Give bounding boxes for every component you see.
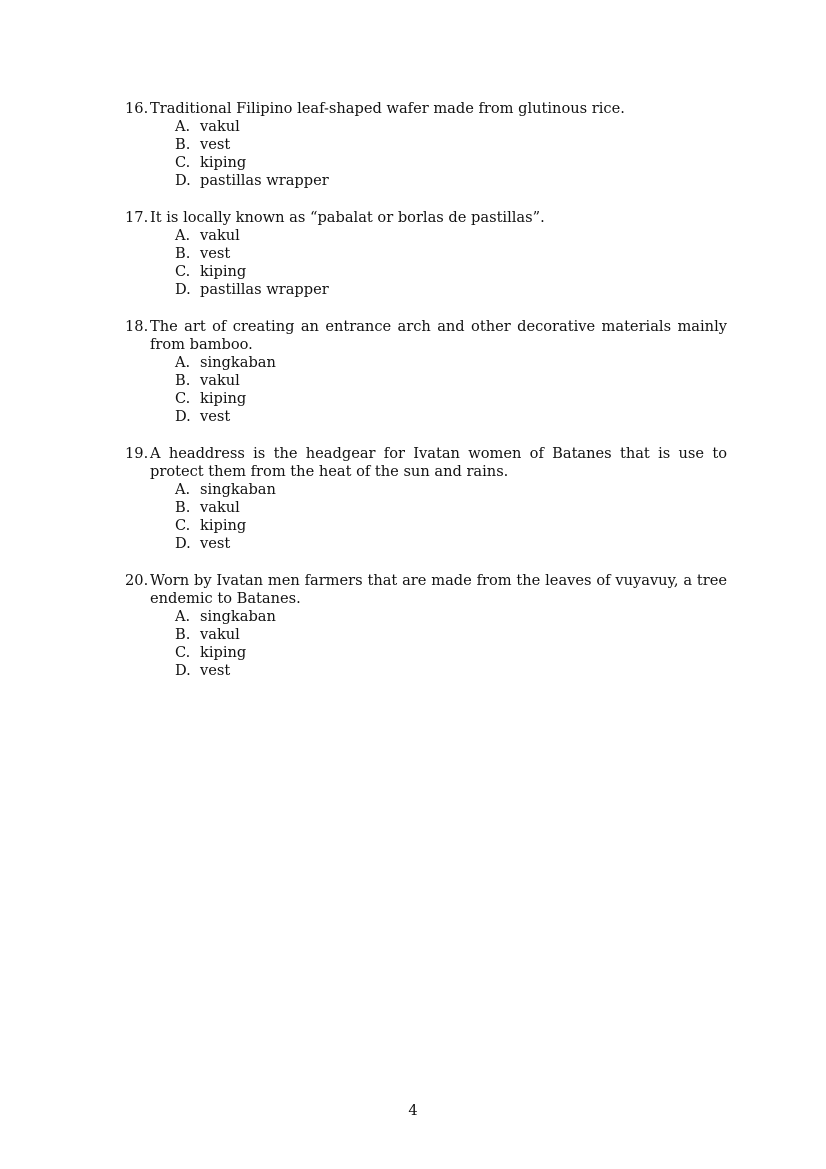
question-18 — [125, 318, 727, 426]
question-20 — [125, 572, 727, 680]
option-letter: D. — [175, 408, 191, 425]
option-letter: C. — [175, 644, 191, 661]
option-letter: B. — [175, 626, 191, 643]
option-a — [175, 354, 727, 372]
answer-options — [125, 354, 727, 426]
option-text: vakul — [200, 372, 240, 389]
option-c — [175, 644, 727, 662]
answer-options — [125, 227, 727, 299]
option-text: kiping — [200, 644, 247, 661]
question-number: 20. — [125, 572, 149, 589]
option-letter: D. — [175, 281, 191, 298]
option-b — [175, 136, 727, 154]
option-text: vest — [200, 408, 231, 425]
option-letter: A. — [175, 118, 191, 135]
option-text: kiping — [200, 390, 247, 407]
option-b — [175, 245, 727, 263]
option-text: vakul — [200, 626, 240, 643]
question-stem — [125, 100, 727, 118]
question-stem — [125, 318, 727, 354]
option-letter: D. — [175, 535, 191, 552]
option-d — [175, 535, 727, 553]
option-c — [175, 517, 727, 535]
question-number: 19. — [125, 445, 149, 462]
option-letter: B. — [175, 245, 191, 262]
option-letter: B. — [175, 499, 191, 516]
question-17 — [125, 209, 727, 299]
option-b — [175, 626, 727, 644]
option-text: kiping — [200, 517, 247, 534]
option-letter: D. — [175, 662, 191, 679]
option-letter: B. — [175, 136, 191, 153]
option-text: singkaban — [200, 608, 276, 625]
option-letter: A. — [175, 481, 191, 498]
answer-options — [125, 118, 727, 190]
option-a — [175, 481, 727, 499]
option-letter: C. — [175, 154, 191, 171]
option-text: singkaban — [200, 481, 276, 498]
question-stem — [125, 445, 727, 481]
option-text: kiping — [200, 263, 247, 280]
option-letter: D. — [175, 172, 191, 189]
option-d — [175, 172, 727, 190]
option-text: vakul — [200, 227, 240, 244]
option-text: vakul — [200, 118, 240, 135]
option-c — [175, 390, 727, 408]
option-letter: C. — [175, 390, 191, 407]
question-number: 17. — [125, 209, 149, 226]
option-text: singkaban — [200, 354, 276, 371]
option-text: vest — [200, 662, 231, 679]
option-letter: C. — [175, 517, 191, 534]
question-stem — [125, 209, 727, 227]
question-19 — [125, 445, 727, 553]
option-a — [175, 608, 727, 626]
option-text: kiping — [200, 154, 247, 171]
question-stem — [125, 572, 727, 608]
question-number: 16. — [125, 100, 149, 117]
question-number: 18. — [125, 318, 149, 335]
option-text: vest — [200, 136, 231, 153]
question-text: Worn by Ivatan men farmers that are made from the leaves of vuyavuy, a tree endemic to Batanes. — [150, 572, 727, 607]
page-number: 4 — [408, 1102, 418, 1119]
option-d — [175, 408, 727, 426]
option-a — [175, 227, 727, 245]
option-b — [175, 499, 727, 517]
question-text: The art of creating an entrance arch and other decorative materials mainly from bamboo. — [150, 318, 727, 353]
option-letter: A. — [175, 608, 191, 625]
question-text: Traditional Filipino leaf-shaped wafer made from glutinous rice. — [150, 100, 625, 117]
option-text: pastillas wrapper — [200, 281, 329, 298]
option-letter: A. — [175, 227, 191, 244]
question-text: It is locally known as “pabalat or borlas de pastillas”. — [150, 209, 545, 226]
option-c — [175, 154, 727, 172]
option-d — [175, 281, 727, 299]
option-a — [175, 118, 727, 136]
option-text: pastillas wrapper — [200, 172, 329, 189]
option-text: vest — [200, 245, 231, 262]
option-text: vakul — [200, 499, 240, 516]
option-letter: C. — [175, 263, 191, 280]
question-16 — [125, 100, 727, 190]
answer-options — [125, 608, 727, 680]
option-b — [175, 372, 727, 390]
option-d — [175, 662, 727, 680]
answer-options — [125, 481, 727, 553]
question-text: A headdress is the headgear for Ivatan women of Batanes that is use to protect them from the heat of the sun and rains. — [150, 445, 727, 480]
option-text: vest — [200, 535, 231, 552]
option-letter: B. — [175, 372, 191, 389]
option-c — [175, 263, 727, 281]
option-letter: A. — [175, 354, 191, 371]
